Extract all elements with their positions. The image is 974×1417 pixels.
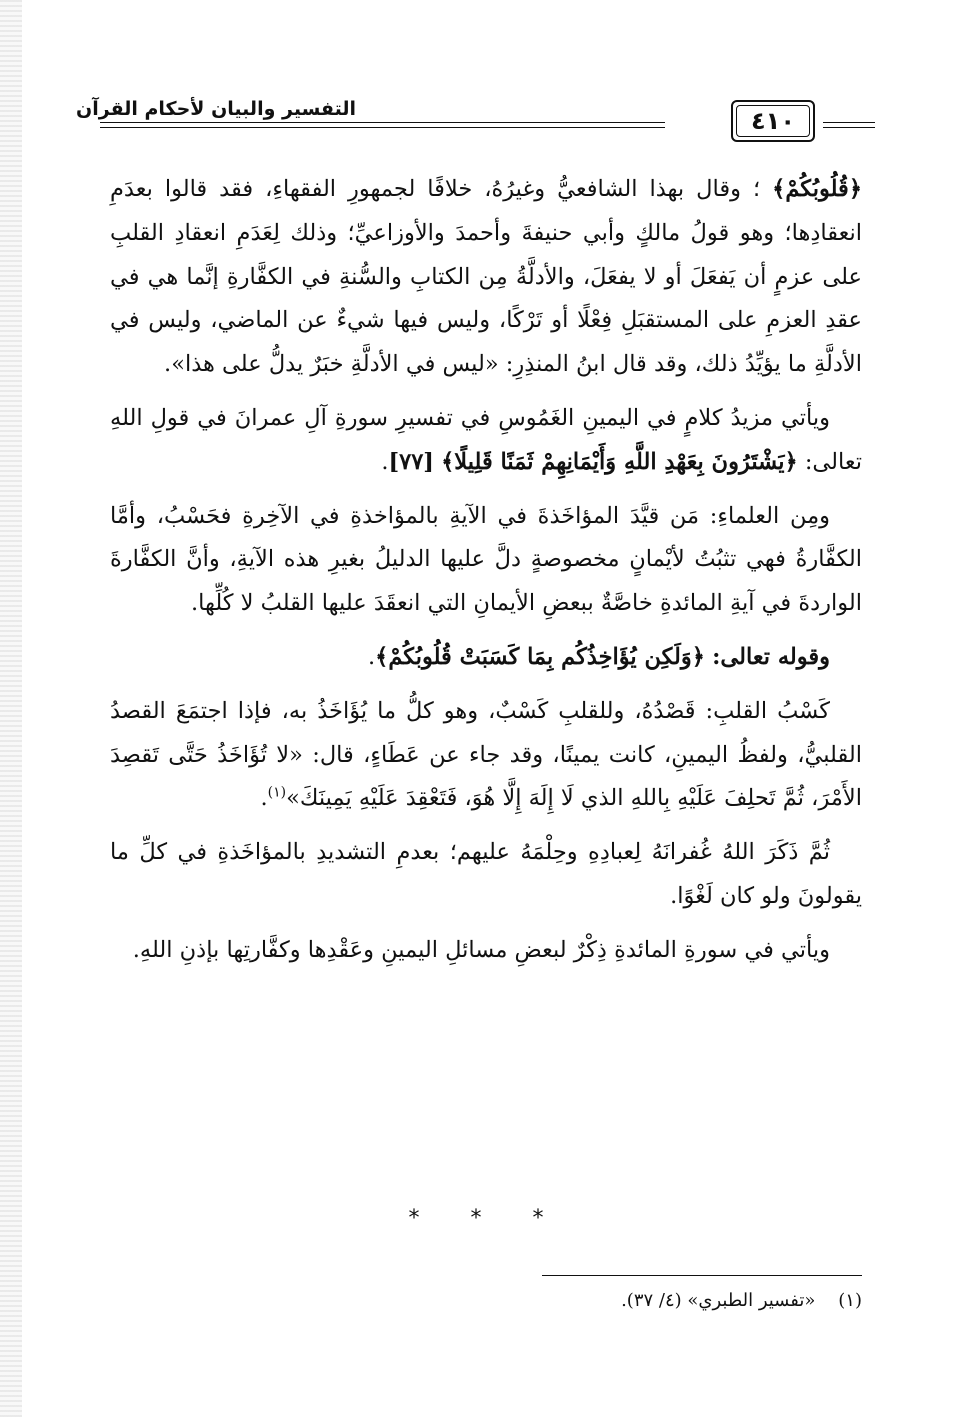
footnote-rule [542, 1275, 862, 1276]
quran-quote: ﴿وَلَكِن يُؤَاخِذُكُم بِمَا كَسَبَتْ قُلُوبُكُمْ﴾ [375, 643, 705, 670]
footnote-number: (١) [838, 1290, 862, 1311]
page-number-frame [731, 100, 815, 142]
page-number: ٤١٠ [751, 107, 795, 135]
header-rule-right [823, 122, 875, 128]
paragraph-end: . [260, 785, 268, 812]
header-rule-left [100, 122, 665, 128]
paragraph-text: ثُمَّ ذَكَرَ اللهُ غُفرانَهُ لِعبادِهِ وحِلْمَهُ عليهم؛ بعدمِ التشديدِ بالمؤاخَذةِ في كلِّ ما يقولونَ ولو كان لَغْوًا. [110, 839, 862, 909]
paragraph-text: ويأتي مزيدُ كلامٍ في اليمينِ الغَمُوسِ في تفسيرِ سورةِ آلِ عمرانَ في قولِ اللهِ تعالى: [110, 404, 862, 475]
paragraph-end: . [381, 448, 389, 475]
paragraph-1 [110, 168, 862, 387]
verse-ref: [٧٧] [388, 448, 434, 475]
paragraph-text: ومِن العلماءِ: مَن قيَّدَ المؤاخَذةَ في الآيةِ بالمؤاخذةِ في الآخِرةِ فحَسْبُ، وأمَّا الكفَّارةُ فهي تثبُتُ لأيْمانٍ مخصوصةٍ دلَّ عليها الدليلُ بغيرِ هذه الآيةِ، وأنَّ الكفَّارةَ الواردةَ في آيةِ المائدةِ خاصَّةٌ ببعضِ الأيمانِ التي انعقَدَ عليها القلبُ لا كُلِّها. [110, 502, 862, 617]
page-header [76, 96, 875, 142]
verse-lead: وقوله تعالى: [712, 643, 830, 670]
paragraph-2 [110, 397, 862, 485]
quran-quote: ﴿يَشْتَرُونَ بِعَهْدِ اللَّهِ وَأَيْمَانِهِمْ ثَمَنًا قَلِيلًا﴾ [441, 448, 798, 475]
paragraph-5 [110, 690, 862, 821]
book-title: التفسير والبيان لأحكام القرآن [100, 98, 362, 120]
paragraph-text: كَسْبُ القلبِ: قَصْدُهُ، وللقلبِ كَسْبٌ، وهو كلُّ ما يُؤَاخَذُ به، فإذا اجتمَعَ القصدُ القلبيُّ، ولفظُ اليمينِ، كانت يمينًا، وقد جاء عن عَطَاءٍ، قال: «لا تُؤَاخَذُ حَتَّى تَقصِدَ الأَمْرَ، ثُمَّ تَحلِفَ عَلَيْهِ بِاللهِ الذي لَا إِلَهَ إِلَّا هُوَ، فَتَعْقِدَ عَلَيْهِ يَمِينَكَ» [110, 697, 862, 812]
paragraph-6 [110, 831, 862, 919]
footnote-mark[interactable]: (١) [267, 784, 287, 801]
paragraph-text: ؛ وقال بهذا الشافعيُّ وغيرُهُ، خلافًا لجمهورِ الفقهاءِ، فقد قالوا بعدَمِ انعقادِها؛ وهو قولُ مالكٍ وأبي حنيفةَ وأحمدَ والأوزاعيِّ؛ وذلك لِعَدَمِ انعقادِ القلبِ على عزمٍ أن يَفعَلَ أو لا يفعَلَ، والأدلَّةُ مِن الكتابِ والسُّنةِ في الكفَّارةِ إنَّما هي في عقدِ العزمِ على المستقبَلِ فِعْلًا أو تَرْكًا، وليس فيها شيءٌ عن الماضي، وليس في الأدلَّةِ ما يؤيِّدُ ذلك، وقد قال ابنُ المنذِرِ: «ليس في الأدلَّةِ خبَرٌ يدلُّ على هذا». [110, 176, 862, 378]
paragraph-3 [110, 495, 862, 626]
paragraph-7 [110, 929, 862, 973]
section-separator: * * * [408, 1206, 566, 1231]
footnote [110, 1288, 862, 1314]
quran-quote: ﴿قُلُوبُكُمْ﴾ [772, 176, 862, 202]
page-body [110, 168, 862, 983]
paragraph-end: . [367, 643, 376, 670]
paragraph-4 [110, 636, 862, 680]
scan-edge [0, 0, 22, 1417]
footnote-text: «تفسير الطبري» (٤/ ٣٧). [621, 1290, 816, 1311]
paragraph-text: ويأتي في سورةِ المائدةِ ذِكْرٌ لبعضِ مسائلِ اليمينِ وعَقْدِها وكفَّارتِها بإذنِ اللهِ. [132, 936, 830, 963]
